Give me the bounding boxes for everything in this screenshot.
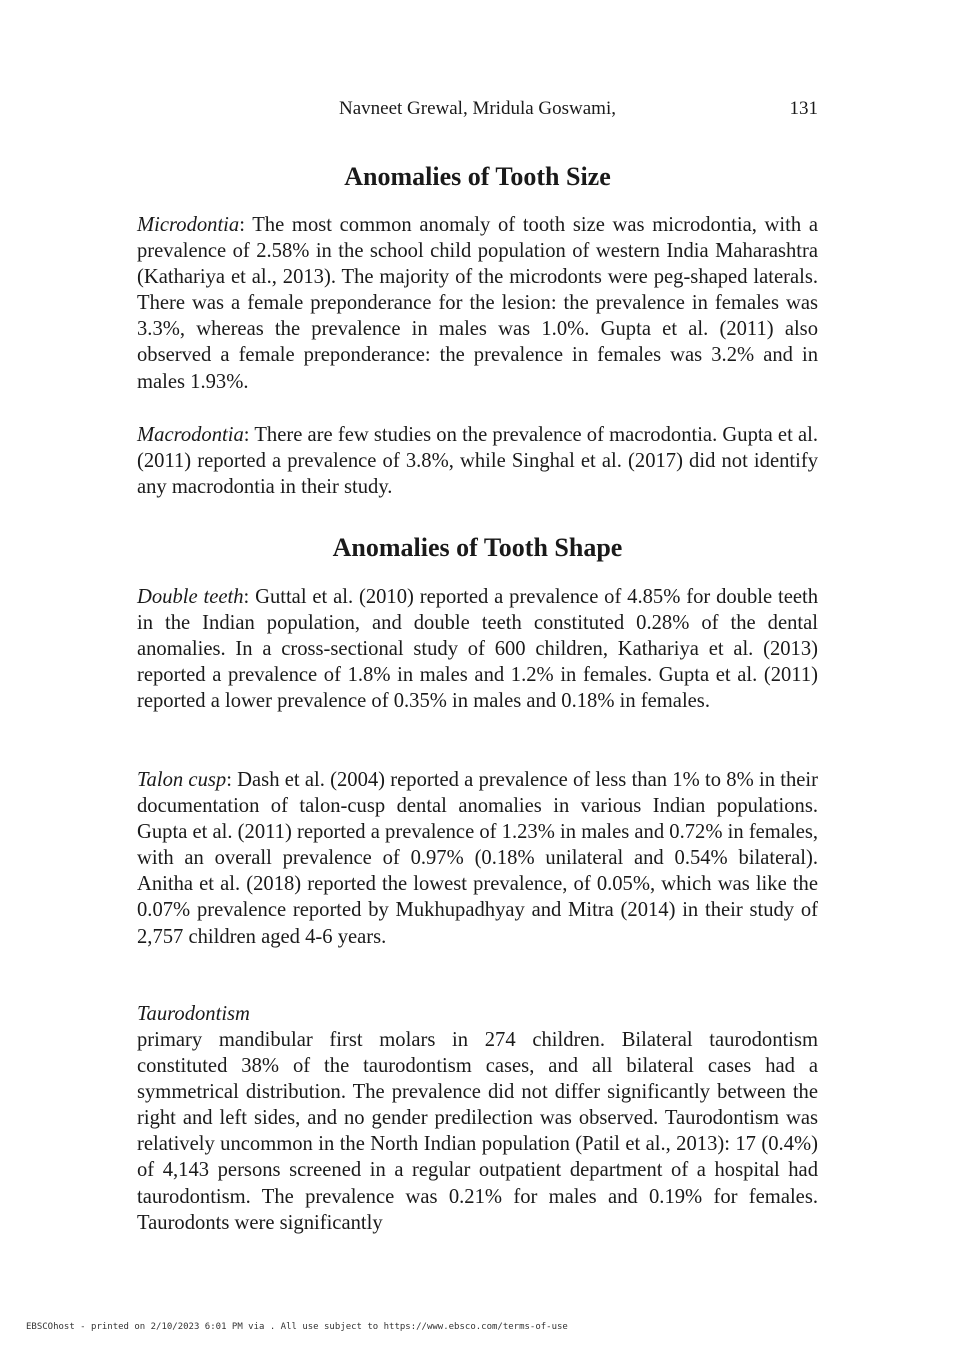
paragraph-text: : The most common anomaly of tooth size was microdontia, with a prevalence of 2.58% in the school child population of western India Maharashtra (Kathariya et al., 2013). The majority of the microdonts were peg-shaped laterals. There was a female preponderance for the lesion: the prevalence in females was 3.3%, whereas the prevalence in males was 1.0%. Gupta et al. (2011) also observed a female preponderance: the prevalence in females was 3.2% and in males 1.93%. bbox=[137, 214, 818, 393]
term-macrodontia: Macrodontia bbox=[137, 424, 244, 446]
paragraph-talon-cusp bbox=[137, 767, 818, 950]
section-title-tooth-size: Anomalies of Tooth Size bbox=[344, 162, 611, 191]
page-number: 131 bbox=[789, 98, 818, 119]
term-microdontia: Microdontia bbox=[137, 214, 240, 236]
subheading-taurodontism: Taurodontism bbox=[137, 1003, 250, 1025]
running-header bbox=[137, 98, 818, 122]
paragraph-text: : There are few studies on the prevalence of macrodontia. Gupta et al. (2011) reported a prevalence of 3.8%, while Singhal et al. (2017) did not identify any macrodontia in their study. bbox=[137, 424, 818, 499]
section-title-tooth-shape: Anomalies of Tooth Shape bbox=[332, 533, 623, 562]
paragraph-text: : Guttal et al. (2010) reported a prevalence of 4.85% for double teeth in the Indian population, and double teeth constituted 0.28% of the dental anomalies. In a cross-sectional study of 600 children, Kathariya et al. (2013) reported a prevalence of 1.8% in males and 1.2% in females. Gupta et al. (2011) reported a lower prevalence of 0.35% in males and 0.18% in females. bbox=[137, 586, 819, 713]
term-talon-cusp: Talon cusp bbox=[137, 769, 227, 791]
term-double-teeth: Double teeth bbox=[137, 586, 244, 608]
paragraph-double-teeth bbox=[137, 584, 818, 714]
header-authors: Navneet Grewal, Mridula Goswami, bbox=[338, 98, 616, 119]
ebsco-footer: EBSCOhost - printed on 2/10/2023 6:01 PM via . All use subject to https://www.ebsco.com/terms-of-use bbox=[26, 1322, 568, 1332]
paragraph-text: : Dash et al. (2004) reported a prevalence of less than 1% to 8% in their documentation of talon-cusp dental anomalies in various Indian populations. Gupta et al. (2011) reported a prevalence of 1.23% in males and 0.72% in females, with an overall prevalence of 0.97% (0.18% unilateral and 0.54% bilateral). Anitha et al. (2018) reported the lowest prevalence, of 0.05%, which was like the 0.07% prevalence reported by Mukhupadhyay and Mitra (2014) in their study of 2,757 children aged 4-6 years. bbox=[137, 769, 818, 948]
paragraph-taurodontism: primary mandibular first molars in 274 children. Bilateral taurodontism constituted 38% of the taurodontism cases, and all bilateral cases had a symmetrical distribution. The prevalence did not differ significantly between the right and left sides, and no gender predilection was observed. Taurodontism was relatively uncommon in the North Indian population (Patil et al., 2013): 17 (0.4%) of 4,143 persons screened in a regular outpatient department of a hospital had taurodontism. The prevalence was 0.21% for males and 0.19% for females. Taurodonts were significantly bbox=[137, 1029, 818, 1234]
paragraph-macrodontia bbox=[137, 422, 818, 500]
paragraph-microdontia bbox=[137, 212, 818, 395]
